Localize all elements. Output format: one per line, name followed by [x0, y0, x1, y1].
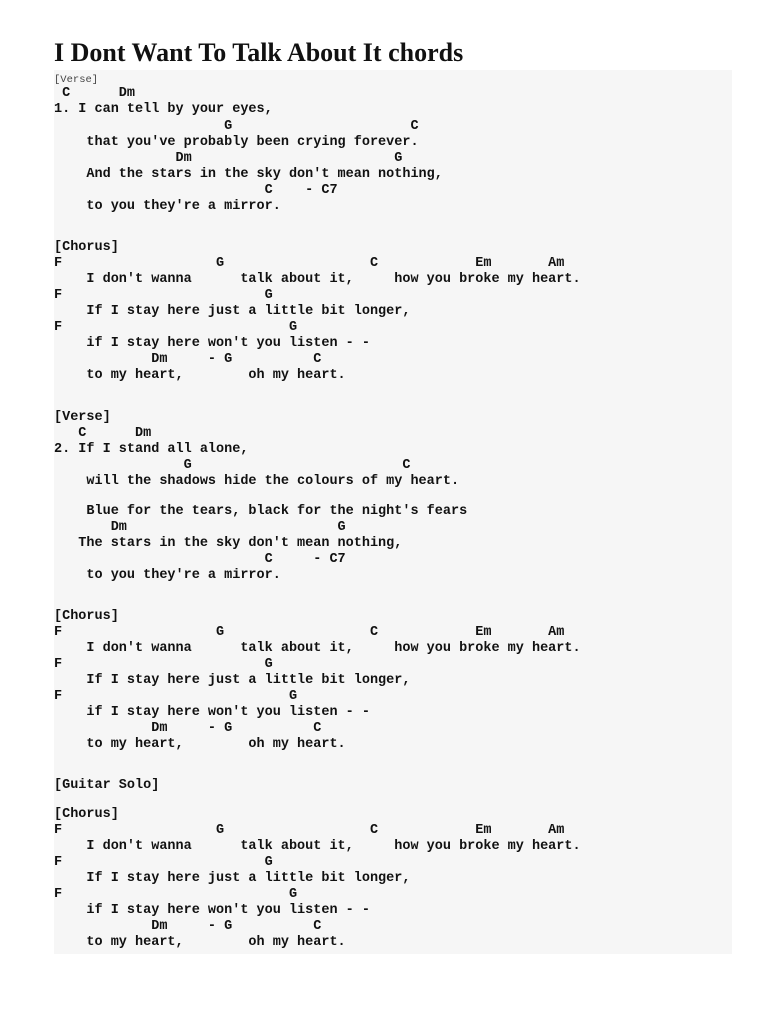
lyric-line: I don't wanna talk about it, how you broke my heart. — [54, 272, 581, 287]
chord-line: C - C7 — [54, 552, 346, 567]
lyric-line: Blue for the tears, black for the night's fears — [54, 504, 468, 519]
chord-line: Dm G — [54, 520, 346, 535]
section-label: [Verse] — [54, 74, 99, 86]
lyric-line: to my heart, oh my heart. — [54, 935, 346, 950]
page-title: I Dont Want To Talk About It chords — [54, 38, 464, 67]
lyric-line: If I stay here just a little bit longer, — [54, 673, 411, 688]
chord-line: Dm - G C — [54, 721, 322, 736]
chord-line: F G C Em Am — [54, 823, 565, 838]
section-header: [Chorus] — [54, 240, 119, 255]
chord-line: G C — [54, 119, 419, 134]
lyric-line: The stars in the sky don't mean nothing, — [54, 536, 403, 551]
lyric-line: to you they're a mirror. — [54, 568, 281, 583]
chord-line: F G — [54, 689, 298, 704]
section-header: [Guitar Solo] — [54, 778, 160, 793]
chord-line: F G C Em Am — [54, 625, 565, 640]
lyric-line: 1. I can tell by your eyes, — [54, 102, 273, 117]
chord-line: F G — [54, 657, 273, 672]
lyric-line: that you've probably been crying forever. — [54, 135, 419, 150]
chord-line: Dm - G C — [54, 919, 322, 934]
section-header: [Verse] — [54, 410, 111, 425]
lyric-line: And the stars in the sky don't mean nothing, — [54, 167, 443, 182]
chord-line: F G — [54, 288, 273, 303]
lyric-line: to my heart, oh my heart. — [54, 368, 346, 383]
chord-line: C - C7 — [54, 183, 338, 198]
lyric-line: I don't wanna talk about it, how you broke my heart. — [54, 641, 581, 656]
chord-line: Dm G — [54, 151, 403, 166]
lyric-line: I don't wanna talk about it, how you broke my heart. — [54, 839, 581, 854]
chord-line: F G — [54, 855, 273, 870]
chord-line: F G — [54, 887, 298, 902]
chord-line: G C — [54, 458, 411, 473]
chord-line: C Dm — [54, 86, 136, 101]
lyric-line: if I stay here won't you listen - - — [54, 705, 370, 720]
chord-line: Dm - G C — [54, 352, 322, 367]
lyric-line: to my heart, oh my heart. — [54, 737, 346, 752]
section-header: [Chorus] — [54, 807, 119, 822]
lyric-line: If I stay here just a little bit longer, — [54, 304, 411, 319]
lyric-line: 2. If I stand all alone, — [54, 442, 249, 457]
lyric-line: will the shadows hide the colours of my heart. — [54, 474, 460, 489]
chord-line: C Dm — [54, 426, 152, 441]
chord-sheet — [54, 70, 732, 954]
lyric-line: If I stay here just a little bit longer, — [54, 871, 411, 886]
section-header: [Chorus] — [54, 609, 119, 624]
lyric-line: to you they're a mirror. — [54, 199, 281, 214]
lyric-line: if I stay here won't you listen - - — [54, 903, 370, 918]
chord-line: F G — [54, 320, 298, 335]
lyric-line: if I stay here won't you listen - - — [54, 336, 370, 351]
chord-line: F G C Em Am — [54, 256, 565, 271]
